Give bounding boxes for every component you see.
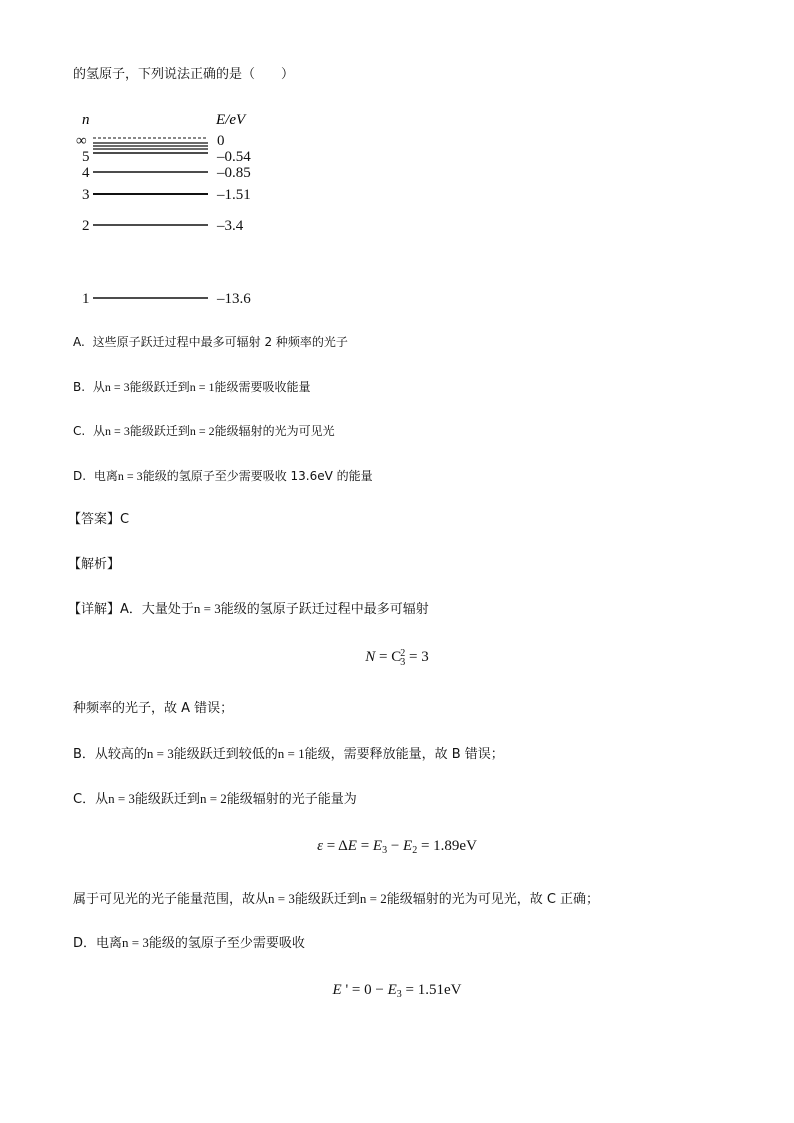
n-axis-label: n (82, 112, 90, 128)
option-text: 能级跃迁到 (129, 380, 190, 394)
answer-tag: 【答案】 (68, 512, 121, 527)
level-n-label: 2 (82, 218, 90, 234)
explanation-d-line (73, 934, 305, 953)
formula-part: = (356, 838, 373, 854)
formula-part: ' = 0 − (341, 982, 388, 998)
analysis-tag: 【解析】 (68, 557, 121, 572)
answer-value: C (120, 512, 130, 527)
math-n: n = 2 (199, 791, 227, 806)
math-n: n = 2 (359, 891, 387, 906)
explanation-a-end (73, 700, 233, 718)
explanation-text: D．电离 (73, 936, 123, 951)
option-text: 电离 (93, 469, 118, 483)
option-d (73, 467, 373, 485)
formula-sub: 3 (382, 845, 388, 856)
formula-sub: 3 (400, 657, 406, 668)
level-n-label: 5 (82, 149, 90, 165)
option-label: D. (73, 469, 87, 483)
explanation-text: 能级跃迁到 (134, 792, 200, 807)
option-text: 能级跃迁到 (129, 424, 190, 438)
formula-ionization (0, 982, 794, 1000)
formula-part: = 1.89eV (417, 838, 477, 854)
formula-part: = 1.51eV (401, 982, 462, 998)
math-n: n = 3 (268, 891, 295, 906)
formula-part: E (372, 838, 383, 854)
formula-part: E (332, 982, 342, 998)
explanation-c-line (73, 790, 357, 809)
answer-line (68, 511, 129, 529)
level-e-label: –1.51 (217, 187, 251, 203)
math-n: n = 1 (277, 746, 305, 761)
math-n: n = 1 (189, 380, 215, 394)
formula-part: E (387, 982, 397, 998)
formula-part: E (403, 838, 413, 854)
level-n-label: 1 (82, 291, 90, 307)
math-n: n = 3 (122, 935, 149, 950)
formula-part: N (365, 649, 376, 665)
option-a (73, 333, 348, 351)
energy-level-diagram (73, 108, 273, 308)
level-n-label: ∞ (76, 133, 87, 149)
option-text: 从 (93, 424, 106, 438)
explanation-text: 种频率的光子，故 A 错误； (73, 701, 234, 716)
option-label: C. (73, 424, 86, 438)
level-e-label: –13.6 (217, 291, 251, 307)
explanation-text: 【详解】A．大量处于 (68, 602, 194, 617)
math-n: n = 3 (104, 380, 130, 394)
level-n-label: 4 (82, 165, 90, 181)
formula-part: = 3 (405, 649, 429, 665)
math-n: n = 3 (146, 746, 174, 761)
e-axis-label: E/eV (216, 112, 246, 128)
formula-part: = Δ (322, 838, 348, 854)
explanation-text: 能级辐射的光为可见光，故 C 正确； (386, 892, 600, 907)
formula-part: ε (317, 838, 323, 854)
math-n: n = 3 (105, 424, 130, 438)
formula-part: = C (375, 649, 402, 665)
option-text: 这些原子跃迁过程中最多可辐射 2 种频率的光子 (92, 335, 348, 349)
explanation-text: 能级辐射的光子能量为 (226, 792, 357, 807)
formula-sub: 3 (396, 989, 402, 1000)
level-e-label: –0.85 (217, 165, 251, 181)
formula-photon-energy (0, 838, 794, 856)
explanation-text: C．从 (73, 792, 109, 807)
intro-text: 的氢原子，下列说法正确的是（ ） (73, 67, 295, 82)
explanation-text: B．从较高的 (73, 747, 147, 762)
explanation-a-line (68, 600, 429, 619)
explanation-b-line (73, 745, 504, 764)
math-n: n = 3 (117, 469, 143, 483)
level-n-label: 3 (82, 187, 90, 203)
explanation-text: 能级跃迁到 (294, 892, 360, 907)
question-intro (73, 66, 294, 84)
level-e-label: –0.54 (217, 149, 251, 165)
option-b (73, 378, 310, 396)
formula-sub: 2 (412, 845, 418, 856)
explanation-text: 能级跃迁到较低的 (173, 747, 278, 762)
explanation-text: 能级的氢原子至少需要吸收 (148, 936, 305, 951)
analysis-heading (68, 556, 120, 574)
explanation-text: 属于可见光的光子能量范围，故从 (73, 892, 269, 907)
explanation-text: 能级的氢原子跃迁过程中最多可辐射 (220, 602, 429, 617)
formula-combination (0, 649, 794, 667)
level-e-label: –3.4 (217, 218, 244, 234)
option-label: B. (73, 380, 86, 394)
explanation-text: 能级，需要释放能量，故 B 错误； (304, 747, 504, 762)
formula-sup: 2 (400, 648, 406, 659)
math-n: n = 3 (108, 791, 135, 806)
option-c (73, 422, 335, 440)
math-n: n = 3 (193, 601, 221, 616)
formula-part: − (387, 838, 404, 854)
option-text: 从 (92, 380, 105, 394)
option-text: 能级辐射的光为可见光 (214, 424, 335, 438)
formula-part: E (347, 838, 357, 854)
explanation-c-end (73, 890, 599, 909)
option-label: A. (73, 335, 85, 349)
math-n: n = 2 (189, 424, 215, 438)
option-text: 能级的氢原子至少需要吸收 13.6eV 的能量 (142, 469, 373, 483)
option-text: 能级需要吸收能量 (214, 380, 311, 394)
level-e-label: 0 (217, 133, 225, 149)
